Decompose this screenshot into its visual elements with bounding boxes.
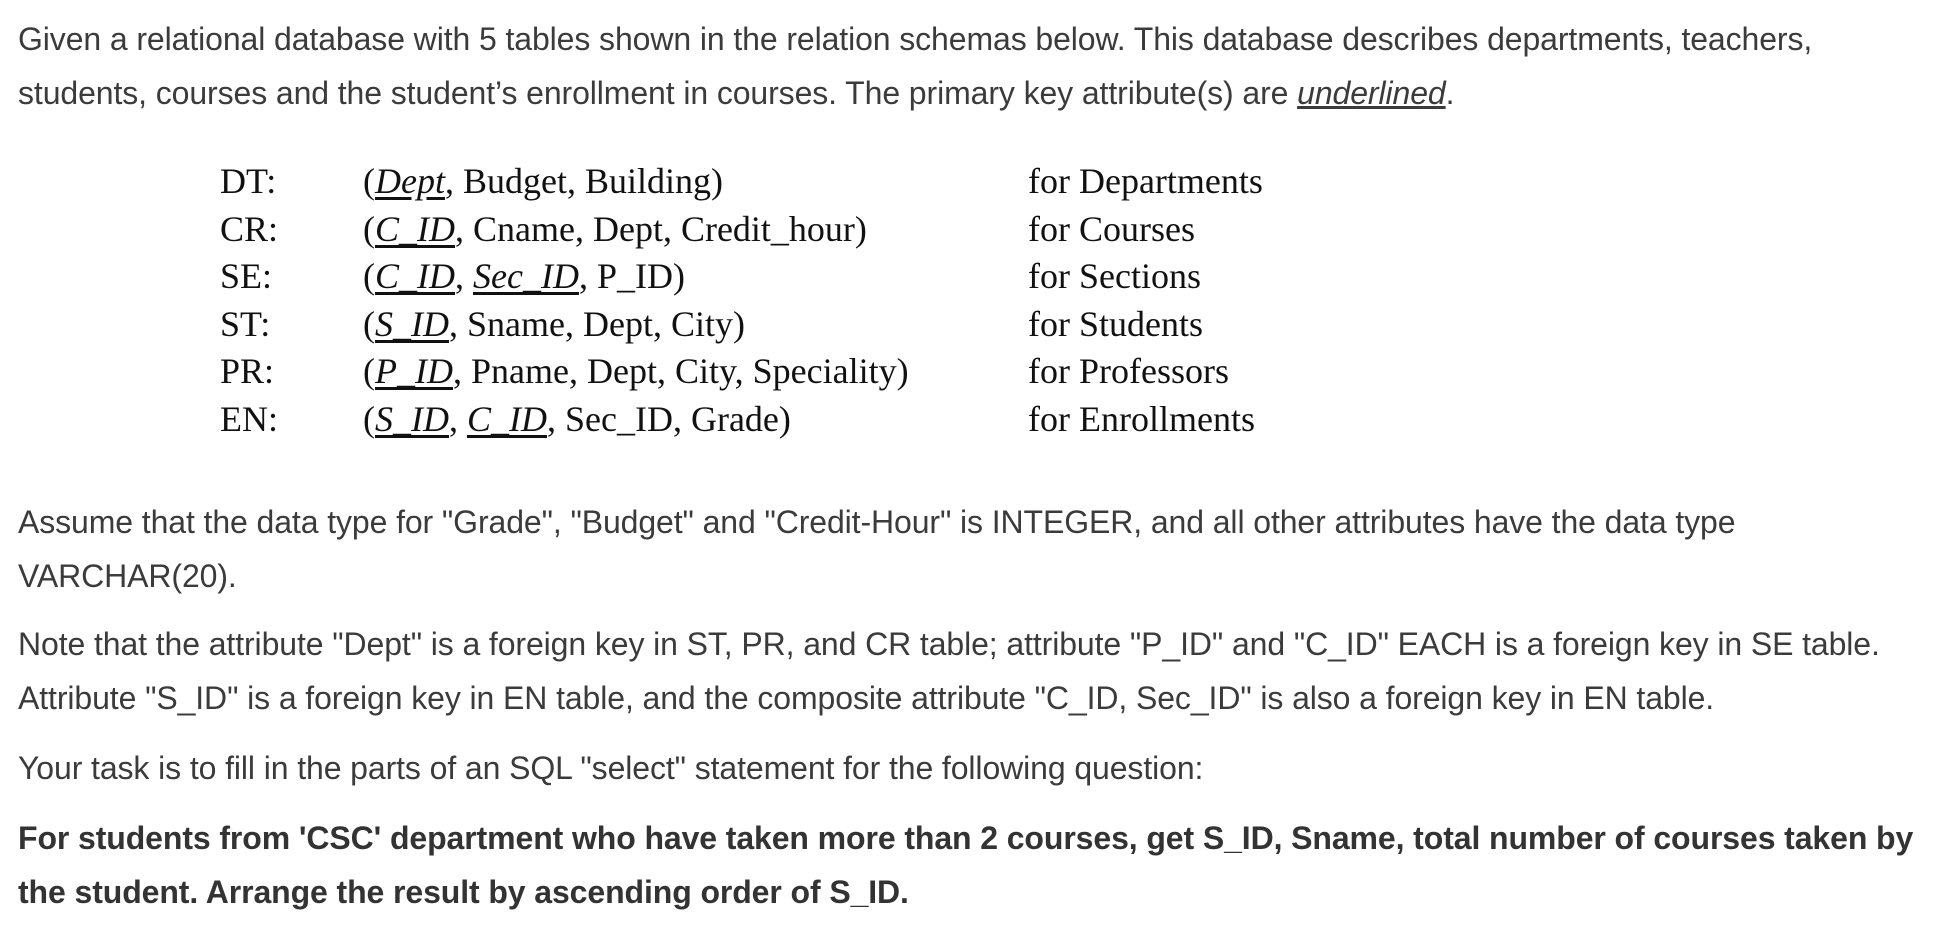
schema-row-cr	[220, 206, 1420, 254]
schema-description: for Professors	[1028, 351, 1229, 391]
schema-description: for Sections	[1028, 256, 1201, 296]
relation-schema-table	[220, 158, 1420, 443]
schema-row-pr	[220, 348, 1420, 396]
note-paragraph: Note that the attribute "Dept" is a foreign key in ST, PR, and CR table; attribute "P_ID" and "C_ID" EACH is a foreign key in SE table. Attribute "S_ID" is a foreign key in EN table, and the composite attribute "C_ID, Sec_ID" is also a foreign key in EN table.	[18, 626, 1880, 716]
schema-row-en	[220, 396, 1420, 444]
primary-key-attribute: S_ID	[375, 303, 449, 344]
schema-code: ST:	[220, 303, 271, 344]
assume-paragraph: Assume that the data type for "Grade", "Budget" and "Credit-Hour" is INTEGER, and all other attributes have the data type VARCHAR(20).	[18, 504, 1736, 594]
schema-code: SE:	[220, 256, 273, 296]
comma-separator: ,	[449, 398, 467, 439]
schema-row-dt	[220, 158, 1420, 206]
schema-attributes	[363, 348, 909, 396]
schema-description: for Enrollments	[1028, 398, 1255, 439]
schema-code: PR:	[220, 351, 275, 391]
open-paren: (	[363, 398, 375, 439]
schema-row-se	[220, 253, 1420, 301]
open-paren: (	[363, 256, 375, 296]
schema-code: DT:	[220, 161, 277, 201]
primary-key-attribute: C_ID	[375, 208, 455, 249]
intro-period: .	[1445, 75, 1455, 111]
primary-key-attribute: P_ID	[375, 351, 453, 391]
schema-description: for Students	[1028, 303, 1203, 344]
other-attributes: , Sec_ID, Grade)	[547, 398, 791, 439]
primary-key-attribute: S_ID	[375, 398, 449, 439]
schema-attributes	[363, 158, 723, 206]
other-attributes: , Cname, Dept, Credit_hour)	[455, 208, 867, 249]
primary-key-attribute: C_ID	[375, 256, 455, 296]
schema-attributes	[363, 206, 867, 254]
open-paren: (	[363, 303, 375, 344]
comma-separator: ,	[455, 256, 473, 296]
schema-code: CR:	[220, 208, 279, 249]
open-paren: (	[363, 351, 375, 391]
other-attributes: , Pname, Dept, City, Speciality)	[452, 351, 909, 391]
schema-attributes	[363, 396, 791, 444]
schema-attributes	[363, 253, 685, 301]
task-paragraph: Your task is to fill in the parts of an SQL "select" statement for the following question:	[18, 750, 1204, 786]
schema-description: for Courses	[1028, 208, 1195, 249]
question-paragraph: For students from 'CSC' department who have taken more than 2 courses, get S_ID, Sname, total number of courses taken by the student. Arrange the result by ascending order of S_ID.	[18, 820, 1914, 910]
schema-code: EN:	[220, 398, 278, 439]
open-paren: (	[363, 208, 375, 249]
primary-key-attribute: Dept	[375, 161, 445, 201]
document-page	[18, 12, 1943, 919]
schema-row-st	[220, 301, 1420, 349]
schema-description: for Departments	[1028, 161, 1263, 201]
underlined-emphasis: underlined	[1297, 75, 1446, 111]
schema-attributes	[363, 301, 745, 349]
other-attributes: , P_ID)	[578, 256, 685, 296]
other-attributes: , Budget, Building)	[444, 161, 723, 201]
primary-key-attribute: Sec_ID	[473, 256, 579, 296]
open-paren: (	[363, 161, 375, 201]
intro-paragraph	[18, 12, 1943, 120]
primary-key-attribute: C_ID	[467, 398, 547, 439]
intro-text: Given a relational database with 5 tables shown in the relation schemas below. This database describes departments, teachers, students, courses and the student’s enrollment in courses. The primary key attribute(s) are	[18, 21, 1813, 111]
other-attributes: , Sname, Dept, City)	[449, 303, 745, 344]
